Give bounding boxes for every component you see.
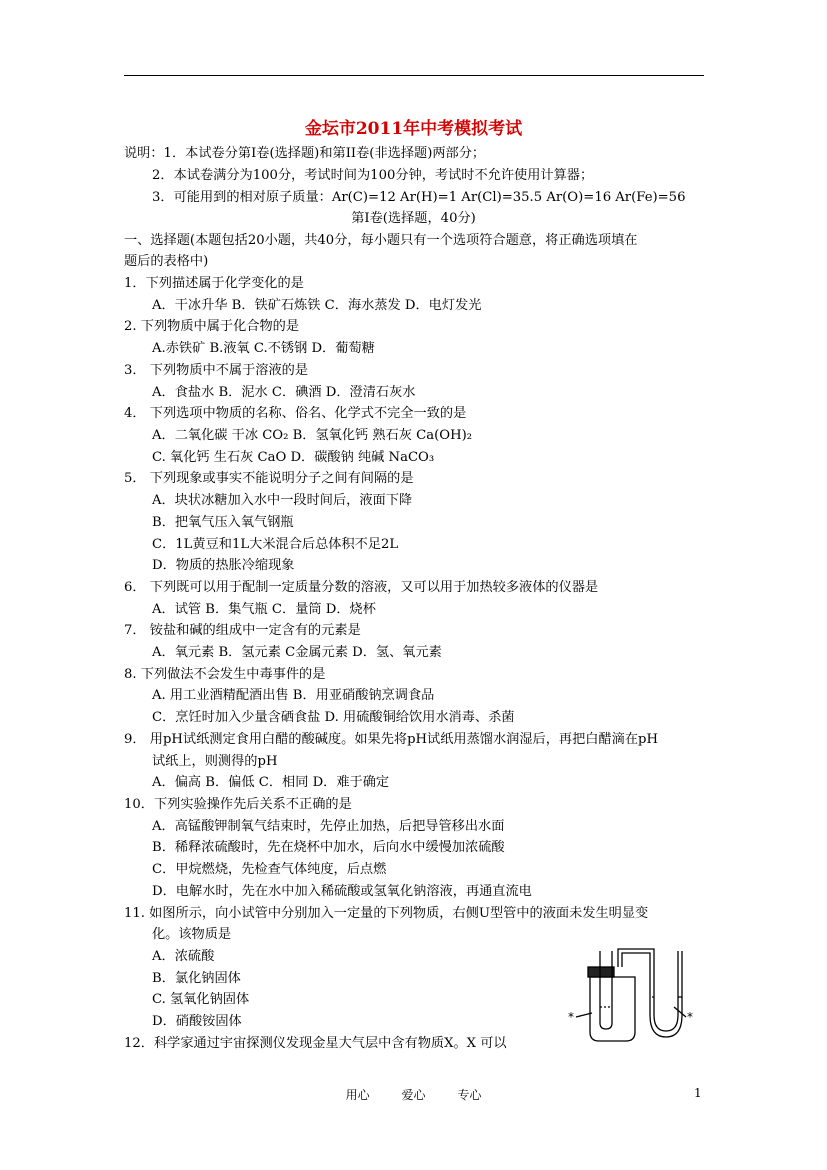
footer-item: 用心 bbox=[345, 1088, 370, 1102]
question: 10．下列实验操作先后关系不正确的是 bbox=[124, 797, 352, 812]
text-line: 试纸上，则测得的pH bbox=[152, 754, 278, 769]
option: D．物质的热胀冷缩现象 bbox=[152, 558, 295, 573]
option: B．把氧气压入氧气钢瓶 bbox=[152, 515, 294, 530]
question: 11. 如图所示，向小试管中分别加入一定量的下列物质，右侧U型管中的液面未发生明显变 bbox=[124, 906, 649, 921]
option: B．氯化钠固体 bbox=[152, 971, 241, 986]
options: C. 氧化钙 生石灰 CaO D．碳酸钠 纯碱 NaCO₃ bbox=[152, 450, 435, 465]
footer-item: 专心 bbox=[457, 1088, 482, 1102]
options: A．偏高 B．偏低 C．相同 D．难于确定 bbox=[152, 775, 390, 790]
options: A．试管 B．集气瓶 C．量筒 D．烧杯 bbox=[152, 602, 376, 617]
question: 2. 下列物质中属于化合物的是 bbox=[124, 319, 300, 334]
options: A．二氧化碳 干冰 CO₂ B．氢氧化钙 熟石灰 Ca(OH)₂ bbox=[152, 428, 473, 443]
option: C. 氢氧化钠固体 bbox=[152, 992, 250, 1007]
u-tube-apparatus-figure bbox=[566, 937, 698, 1052]
question: 4． 下列选项中物质的名称、俗名、化学式不完全一致的是 bbox=[124, 406, 467, 421]
options: A．食盐水 B．泥水 C．碘酒 D．澄清石灰水 bbox=[152, 385, 416, 400]
footer-item: 爱心 bbox=[401, 1088, 426, 1102]
options: C．烹饪时加入少量含硒食盐 D. 用硫酸铜给饮用水消毒、杀菌 bbox=[152, 710, 515, 725]
options: A.赤铁矿 B.液氧 C.不锈钢 D．葡萄糖 bbox=[152, 341, 375, 356]
text-line: 3．可能用到的相对原子质量：Ar(C)=12 Ar(H)=1 Ar(Cl)=35.5 Ar(O)=16 Ar(Fe)=56 bbox=[152, 190, 686, 205]
question: 3． 下列物质中不属于溶液的是 bbox=[124, 363, 309, 378]
question: 8. 下列做法不会发生中毒事件的是 bbox=[124, 667, 326, 682]
svg-text:*: * bbox=[687, 1010, 693, 1024]
option: A．浓硫酸 bbox=[152, 949, 215, 964]
text-line: 2．本试卷满分为100分，考试时间为100分钟，考试时不允许使用计算器； bbox=[152, 168, 594, 183]
question: 6． 下列既可以用于配制一定质量分数的溶液，又可以用于加热较多液体的仪器是 bbox=[124, 580, 599, 595]
option: C．甲烷燃烧，先检查气体纯度，后点燃 bbox=[152, 862, 387, 877]
text-line: 说明：1．本试卷分第Ⅰ卷(选择题)和第II卷(非选择题)两部分； bbox=[124, 146, 486, 161]
page-number: 1 bbox=[694, 1086, 702, 1100]
text-line: 题后的表格中) bbox=[124, 254, 209, 269]
options: A．干冰升华 B．铁矿石炼铁 C．海水蒸发 D．电灯发光 bbox=[152, 298, 482, 313]
question: 5． 下列现象或事实不能说明分子之间有间隔的是 bbox=[124, 471, 414, 486]
option: D．电解水时，先在水中加入稀硫酸或氢氧化钠溶液，再通直流电 bbox=[152, 884, 532, 899]
option: A．块状冰糖加入水中一段时间后，液面下降 bbox=[152, 493, 413, 508]
option: A．高锰酸钾制氧气结束时，先停止加热，后把导管移出水面 bbox=[152, 819, 505, 834]
svg-text:*: * bbox=[568, 1010, 574, 1024]
question: 9． 用pH试纸测定食用白醋的酸碱度。如果先将pH试纸用蒸馏水润湿后，再把白醋滴在pH bbox=[124, 732, 658, 747]
option: D．硝酸铵固体 bbox=[152, 1014, 242, 1029]
options: A. 用工业酒精配酒出售 B．用亚硝酸钠烹调食品 bbox=[152, 688, 435, 703]
option: C．1L黄豆和1L大米混合后总体积不足2L bbox=[152, 537, 399, 552]
header-rule bbox=[124, 75, 704, 76]
options: A．氧元素 B．氢元素 C金属元素 D．氢、氧元素 bbox=[152, 645, 442, 660]
page-title: 金坛市2011年中考模拟考试 bbox=[304, 119, 523, 139]
question: 7． 铵盐和碱的组成中一定含有的元素是 bbox=[124, 623, 361, 638]
footer bbox=[0, 1086, 827, 1103]
text-line: 化。该物质是 bbox=[152, 927, 232, 942]
question: 1．下列描述属于化学变化的是 bbox=[124, 276, 304, 291]
option: B．稀释浓硫酸时，先在烧杯中加水，后向水中缓慢加浓硫酸 bbox=[152, 840, 505, 855]
section-heading: 第Ⅰ卷(选择题，40分) bbox=[351, 211, 476, 226]
text-line: 一、选择题(本题包括20小题，共40分，每小题只有一个选项符合题意，将正确选项填在 bbox=[124, 233, 638, 248]
question: 12．科学家通过宇宙探测仪发现金星大气层中含有物质X。X 可以 bbox=[124, 1036, 507, 1051]
